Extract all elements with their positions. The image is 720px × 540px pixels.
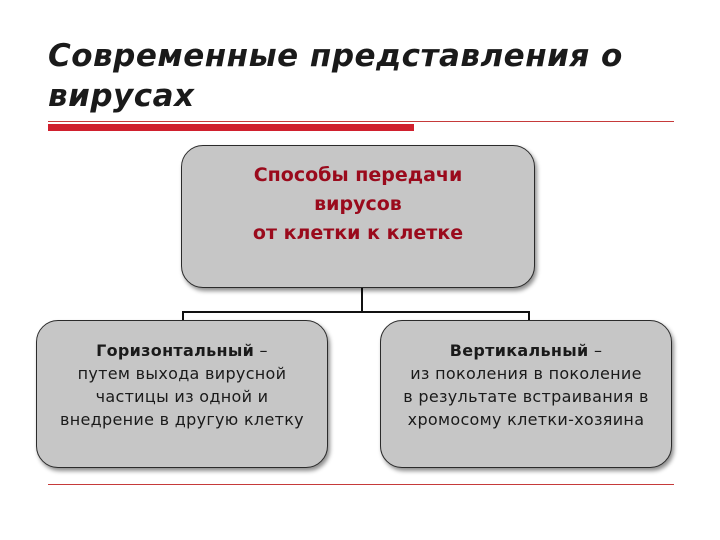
root-line-3: от клетки к клетке [252,222,464,244]
vertical-heading: Вертикальный [449,341,589,360]
root-line-2: вирусов [314,193,402,215]
vertical-line-3: хромосому клетки-хозяина [407,410,645,429]
horizontal-transmission-box [36,320,328,468]
horizontal-line-1: путем выхода вирусной [77,364,287,383]
vertical-heading-line [450,339,603,362]
bottom-rule [48,484,674,485]
root-line-1: Способы передачи [253,164,463,186]
horizontal-heading-line [96,339,268,362]
horizontal-dash: – [254,341,268,360]
vertical-line-1: из поколения в поколение [410,364,642,383]
vertical-dash: – [588,341,603,360]
horizontal-heading: Горизонтальный [96,341,255,360]
vertical-transmission-box [380,320,672,468]
horizontal-line-2: частицы из одной и [95,387,269,406]
slide-title: Современные представления о вирусах [48,38,623,114]
root-box [181,145,535,288]
vertical-line-2: в результате встраивания в [403,387,649,406]
horizontal-line-3: внедрение в другую клетку [60,410,304,429]
